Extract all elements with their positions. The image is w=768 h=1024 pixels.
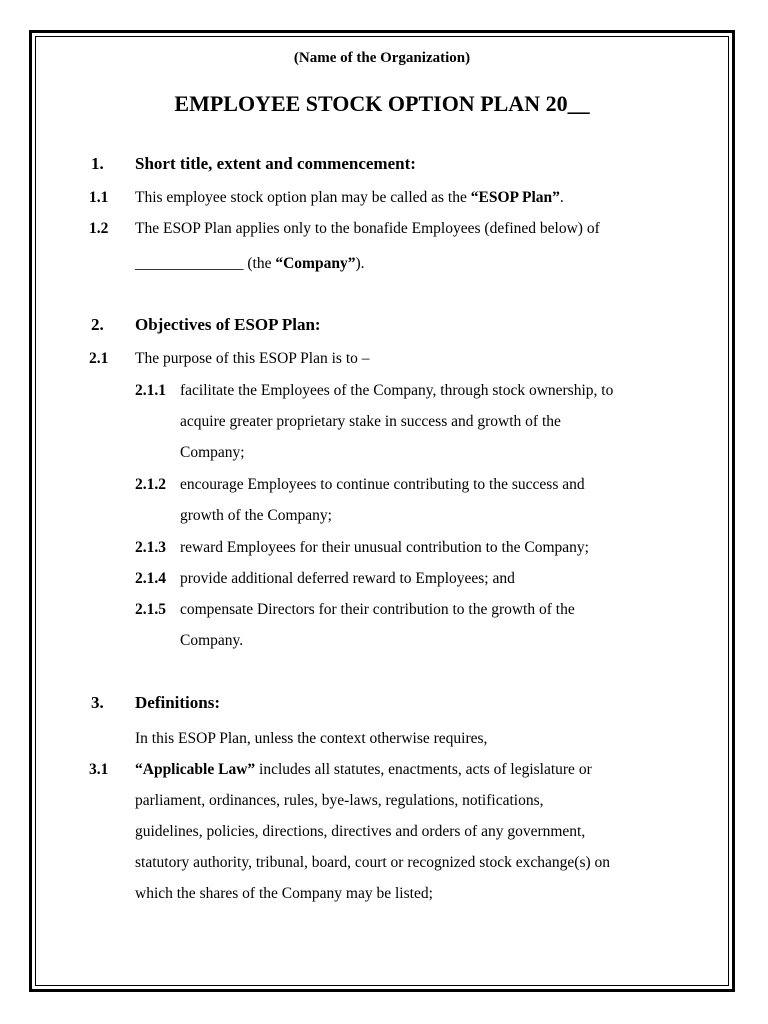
clause-text: ______________ (the “Company”).: [135, 255, 365, 272]
clause-text: The purpose of this ESOP Plan is to –: [135, 350, 370, 367]
document-page: [36, 37, 728, 985]
subclause-text: reward Employees for their unusual contribution to the Company;: [180, 539, 589, 556]
clause-text: This employee stock option plan may be called as the “ESOP Plan”.: [135, 189, 564, 206]
clause-number: 1.1: [89, 189, 109, 206]
subclause-number: 2.1.3: [135, 539, 166, 556]
clause-text: The ESOP Plan applies only to the bonafide Employees (defined below) of: [135, 220, 600, 237]
clause-number: 2.1: [89, 350, 109, 367]
subclause-text: encourage Employees to continue contributing to the success and growth of the Company;: [180, 476, 585, 524]
section-number: 3.: [91, 693, 104, 712]
subclause-number: 2.1.1: [135, 382, 166, 399]
document-title: EMPLOYEE STOCK OPTION PLAN 20__: [174, 91, 590, 116]
subclause-number: 2.1.2: [135, 476, 166, 493]
subclause-text: compensate Directors for their contribution to the growth of the Company.: [180, 601, 575, 649]
section-title: Definitions:: [135, 693, 220, 712]
subclause-text: provide additional deferred reward to Employees; and: [180, 570, 515, 587]
clause-number: 1.2: [89, 220, 109, 237]
organization-placeholder: (Name of the Organization): [293, 50, 471, 66]
section-title: Objectives of ESOP Plan:: [135, 315, 321, 334]
subclause-number: 2.1.4: [135, 570, 166, 587]
section-number: 2.: [91, 315, 104, 334]
definitions-intro: In this ESOP Plan, unless the context otherwise requires,: [135, 730, 488, 747]
subclause-number: 2.1.5: [135, 601, 166, 618]
clause-text: “Applicable Law” includes all statutes, enactments, acts of legislature or parliament, ordinances, rules, bye-laws, regulations, notifications, guidelines, policies, directions, directives and orders of any government, statutory authority, tribunal, board, court or recognized stock exchange(s) on which the shares of the Company may be listed;: [135, 761, 611, 902]
clause-number: 3.1: [89, 761, 109, 778]
section-title: Short title, extent and commencement:: [135, 154, 416, 173]
subclause-text: facilitate the Employees of the Company, through stock ownership, to acquire greater proprietary stake in success and growth of the Company;: [180, 382, 614, 461]
section-number: 1.: [91, 154, 104, 173]
